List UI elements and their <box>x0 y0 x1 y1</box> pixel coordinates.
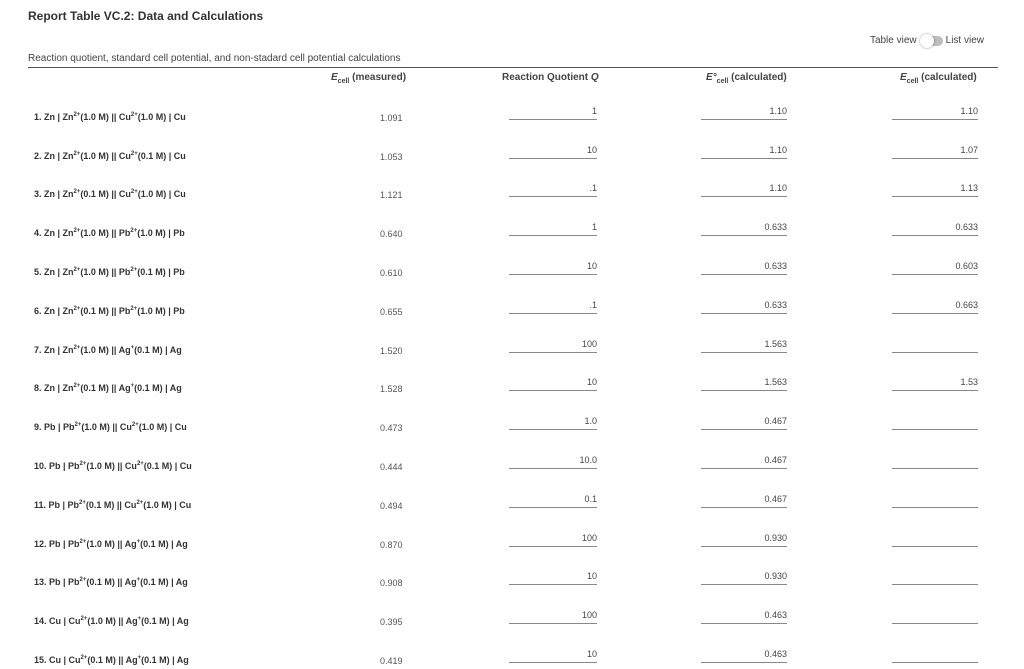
e-calculated-input[interactable]: 0.633 <box>892 218 978 236</box>
e-calculated-input[interactable] <box>892 451 978 469</box>
cell-measured-value: 0.473 <box>380 423 403 434</box>
table-row <box>0 476 1024 515</box>
e-standard-input[interactable]: 0.633 <box>701 296 787 314</box>
cell-reaction-label: 7. Zn | $Zn^{2+}(1.0$ M) || Ag+(0.1 M) | Ag <box>34 344 182 355</box>
reaction-quotient-input[interactable]: 100 <box>509 529 597 547</box>
e-calculated-input[interactable] <box>892 335 978 353</box>
cell-measured-value: 0.640 <box>380 229 403 240</box>
view-toggle[interactable] <box>870 35 984 46</box>
cell-reaction-label: 1. Zn | $Zn^{2+}(1.0$ M) || $Cu^{2+}(1.0$ M) | Cu <box>34 111 186 122</box>
cell-reaction-label: 8. Zn | $Zn^{2+}(0.1$ M) || Ag+(0.1 M) | Ag <box>34 383 182 394</box>
e-standard-input[interactable]: 0.467 <box>701 490 787 508</box>
cell-reaction-label: 11. Pb | $Pb^{2+}(0.1$ M) || $Cu^{2+}(1.0$ M) | Cu <box>34 499 192 510</box>
table-row <box>0 321 1024 360</box>
cell-reaction-label: 12. Pb | $Pb^{2+}(1.0$ M) || Ag+(0.1 M) | Ag <box>34 538 188 549</box>
e-standard-input[interactable]: 1.10 <box>701 141 787 159</box>
cell-reaction-label: 9. Pb | $Pb^{2+}(1.0$ M) || $Cu^{2+}(1.0$ M) | Cu <box>34 422 187 433</box>
header-e-measured: $E_{cell}$ (measured) <box>331 72 407 85</box>
e-standard-input[interactable]: 0.463 <box>701 606 787 624</box>
reaction-quotient-input[interactable]: 0.1 <box>509 490 597 508</box>
cell-reaction-label: 15. Cu | $Cu^{2+}(0.1$ M) || Ag+(0.1 M) | Ag <box>34 654 189 665</box>
e-standard-input[interactable]: 1.10 <box>701 102 787 120</box>
view-toggle-switch[interactable] <box>921 36 943 46</box>
header-e-standard: $E^\circ_{cell}$ (calculated) <box>706 72 787 85</box>
reaction-quotient-input[interactable]: .1 <box>509 179 597 197</box>
cell-measured-value: 0.419 <box>380 655 403 666</box>
data-table <box>0 88 1024 669</box>
reaction-quotient-input[interactable]: .1 <box>509 296 597 314</box>
e-calculated-input[interactable] <box>892 567 978 585</box>
cell-reaction-label: 14. Cu | $Cu^{2+}(1.0$ M) || Ag+(0.1 M) | Ag <box>34 616 189 627</box>
cell-reaction-label: 4. Zn | $Zn^{2+}(1.0$ M) || $Pb^{2+}(1.0$ M) | Pb <box>34 228 185 239</box>
cell-measured-value: 1.528 <box>380 384 403 395</box>
e-calculated-input[interactable] <box>892 606 978 624</box>
cell-measured-value: 0.444 <box>380 461 403 472</box>
table-row <box>0 631 1024 669</box>
e-standard-input[interactable]: 0.930 <box>701 567 787 585</box>
table-row <box>0 360 1024 399</box>
e-calculated-input[interactable]: 1.53 <box>892 373 978 391</box>
cell-reaction-label: 10. Pb | $Pb^{2+}(1.0$ M) || $Cu^{2+}(0.1$ M) | Cu <box>34 460 192 471</box>
e-standard-input[interactable]: 0.463 <box>701 645 787 663</box>
table-view-label: Table view <box>869 35 917 46</box>
cell-reaction-label: 5. Zn | $Zn^{2+}(1.0$ M) || $Pb^{2+}(0.1$ M) | Pb <box>34 266 185 277</box>
cell-reaction-label: 6. Zn | $Zn^{2+}(0.1$ M) || $Pb^{2+}(1.0$ M) | Pb <box>34 305 185 316</box>
e-standard-input[interactable]: 0.467 <box>701 451 787 469</box>
reaction-quotient-input[interactable]: 100 <box>509 606 597 624</box>
reaction-quotient-input[interactable]: 1.0 <box>509 412 597 430</box>
header-e-calculated: $E_{cell}$ (calculated) <box>900 72 977 85</box>
e-calculated-input[interactable] <box>892 645 978 663</box>
e-calculated-input[interactable]: 1.13 <box>892 179 978 197</box>
cell-measured-value: 0.908 <box>380 578 403 589</box>
e-standard-input[interactable]: 0.467 <box>701 412 787 430</box>
cell-measured-value: 1.091 <box>380 112 403 123</box>
table-row <box>0 243 1024 282</box>
e-calculated-input[interactable] <box>892 490 978 508</box>
e-standard-input[interactable]: 1.563 <box>701 373 787 391</box>
reaction-quotient-input[interactable]: 1 <box>509 102 597 120</box>
reaction-quotient-input[interactable]: 10 <box>509 567 597 585</box>
cell-measured-value: 1.121 <box>380 190 403 201</box>
table-row <box>0 166 1024 205</box>
table-row <box>0 282 1024 321</box>
header-divider <box>28 67 998 68</box>
table-row <box>0 515 1024 554</box>
table-row <box>0 204 1024 243</box>
reaction-quotient-input[interactable]: 1 <box>509 218 597 236</box>
reaction-quotient-input[interactable]: 10 <box>509 645 597 663</box>
table-row <box>0 127 1024 166</box>
e-calculated-input[interactable]: 1.07 <box>892 141 978 159</box>
toggle-knob[interactable] <box>920 34 934 48</box>
cell-measured-value: 1.053 <box>380 151 403 162</box>
reaction-quotient-input[interactable]: 10 <box>509 141 597 159</box>
cell-reaction-label: 2. Zn | $Zn^{2+}(1.0$ M) || $Cu^{2+}(0.1$ M) | Cu <box>34 150 186 161</box>
table-row <box>0 554 1024 593</box>
cell-measured-value: 0.655 <box>380 306 403 317</box>
e-standard-input[interactable]: 0.930 <box>701 529 787 547</box>
table-caption: Reaction quotient, standard cell potential, and non-stadard cell potential calculations <box>28 53 401 64</box>
e-calculated-input[interactable]: 0.663 <box>892 296 978 314</box>
e-calculated-input[interactable] <box>892 412 978 430</box>
reaction-quotient-input[interactable]: 10 <box>509 257 597 275</box>
e-standard-input[interactable]: 1.563 <box>701 335 787 353</box>
reaction-quotient-input[interactable]: 100 <box>509 335 597 353</box>
e-standard-input[interactable]: 0.633 <box>701 218 787 236</box>
cell-measured-value: 0.610 <box>380 267 403 278</box>
reaction-quotient-input[interactable]: 10.0 <box>509 451 597 469</box>
cell-reaction-label: 3. Zn | $Zn^{2+}(0.1$ M) || $Cu^{2+}(1.0$ M) | Cu <box>34 189 186 200</box>
e-calculated-input[interactable] <box>892 529 978 547</box>
header-reaction-quotient: Reaction Quotient Q <box>502 72 599 83</box>
table-row <box>0 88 1024 127</box>
table-row <box>0 398 1024 437</box>
cell-measured-value: 0.395 <box>380 617 403 628</box>
cell-measured-value: 0.494 <box>380 500 403 511</box>
e-standard-input[interactable]: 0.633 <box>701 257 787 275</box>
table-row <box>0 437 1024 476</box>
cell-reaction-label: 13. Pb | $Pb^{2+}(0.1$ M) || Ag+(0.1 M) | Ag <box>34 577 188 588</box>
e-calculated-input[interactable]: 1.10 <box>892 102 978 120</box>
cell-measured-value: 0.870 <box>380 539 403 550</box>
e-standard-input[interactable]: 1.10 <box>701 179 787 197</box>
reaction-quotient-input[interactable]: 10 <box>509 373 597 391</box>
list-view-label: List view <box>945 35 984 46</box>
table-row <box>0 592 1024 631</box>
e-calculated-input[interactable]: 0.603 <box>892 257 978 275</box>
cell-measured-value: 1.520 <box>380 345 403 356</box>
report-title: Report Table VC.2: Data and Calculations <box>28 9 264 23</box>
